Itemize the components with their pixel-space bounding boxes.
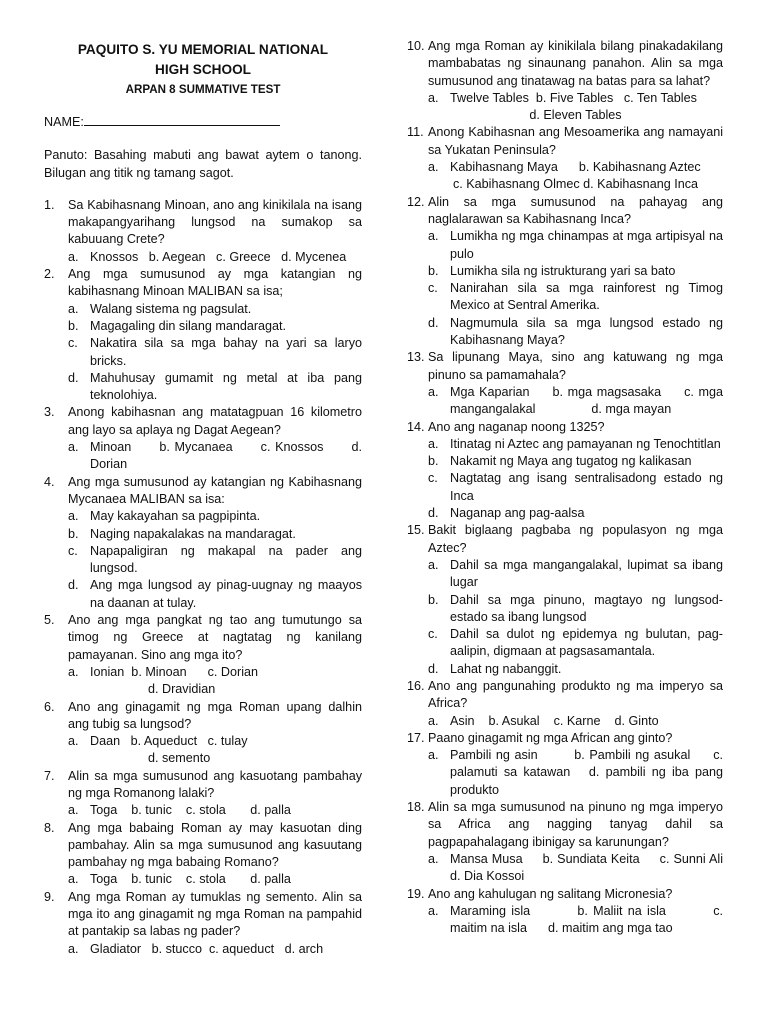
question-number: 3.	[44, 405, 55, 420]
option-d[interactable]: d. Lahat ng nabanggit.	[428, 661, 562, 676]
option-b[interactable]: b. Lumikha sila ng istrukturang yari sa bato	[428, 263, 676, 278]
option-line[interactable]: a. Toga b. tunic c. stola d. palla	[68, 803, 291, 818]
option-line[interactable]: a. Gladiator b. stucco c. aqueduct d. arch	[68, 941, 324, 956]
name-label: NAME:	[44, 115, 84, 129]
question-text: Ano ang kahulugan ng salitang Micronesia?	[428, 886, 673, 901]
option-line[interactable]: a. Twelve Tables b. Five Tables c. Ten Tables	[428, 90, 697, 105]
option-line[interactable]: a. Daan b. Aqueduct c. tulay	[68, 734, 248, 749]
option-line[interactable]: a. Toga b. tunic c. stola d. palla	[68, 872, 291, 887]
question-text: Ano ang pangunahing produkto ng ma imperyo sa Africa?	[428, 678, 723, 711]
question-2	[44, 266, 362, 404]
question-number: 11.	[407, 125, 424, 140]
question-number: 7.	[44, 768, 55, 783]
option-d[interactable]: d. Ang mga lungsod ay pinag-uugnay ng maayos na daanan at tulay.	[68, 578, 362, 610]
option-line[interactable]: a. Maraming isla b. Maliit na isla c. maitim na isla d. maitim ang mga tao	[428, 903, 727, 936]
question-15	[407, 522, 723, 678]
school-name-line2: HIGH SCHOOL	[155, 62, 251, 77]
name-blank-line[interactable]	[84, 113, 280, 126]
option-c[interactable]: c. Nakatira sila sa mga bahay na yari sa laryo bricks.	[68, 336, 362, 368]
option-line[interactable]: a. Mga Kaparian b. mga magsasaka c. mga mangangalakal d. mga mayan	[428, 384, 727, 417]
option-c[interactable]: c. Dahil sa dulot ng epidemya ng bulutan, pag-aalipin, digmaan at pagsasamantala.	[428, 627, 723, 659]
question-text: Ano ang naganap noong 1325?	[428, 419, 605, 434]
question-number: 19.	[407, 886, 425, 901]
question-16	[407, 678, 723, 730]
question-number: 12.	[407, 194, 425, 209]
option-a[interactable]: a. May kakayahan sa pagpipinta.	[68, 509, 261, 524]
question-10	[407, 38, 723, 124]
question-3	[44, 404, 366, 473]
question-text: Paano ginagamit ng mga African ang ginto?	[428, 730, 673, 745]
question-text: Alin sa mga sumusunod na pahayag ang naglalarawan sa Kabihasnang Inca?	[428, 194, 723, 226]
option-c[interactable]: c. Napapaligiran ng makapal na pader ang lungsod.	[68, 543, 362, 576]
option-line-2[interactable]: d. semento	[148, 751, 211, 766]
question-text: Alin sa mga sumusunod na pinuno ng mga imperyo sa Africa ang nagging tanyag dahil sa pagpapahalagang ibinigay sa karunungan?	[428, 800, 723, 849]
question-14	[407, 419, 723, 523]
option-a[interactable]: a. Walang sistema ng pagsulat.	[68, 301, 252, 316]
question-text: Ang mga babaing Roman ay may kasuotan ding pambahay. Alin sa mga sumusunod ang kasuutang pambahay ng mga babaing Romano?	[68, 820, 362, 870]
question-text: Sa Kabihasnang Minoan, ano ang kinikilala na isang makapangyarihang lungsod na sumakop sa kabuuang Crete?	[68, 197, 362, 247]
option-c[interactable]: c. Nagtatag ang isang sentralisadong estado ng Inca	[428, 471, 723, 503]
question-number: 14.	[407, 419, 425, 434]
question-list-left	[44, 197, 366, 958]
question-number: 5.	[44, 613, 55, 628]
question-19	[407, 886, 727, 938]
question-number: 10.	[407, 39, 425, 53]
option-b[interactable]: b. Dahil sa mga pinuno, magtayo ng lungsod-estado sa ibang lungsod	[428, 592, 723, 624]
option-line[interactable]: a. Ionian b. Minoan c. Dorian	[68, 664, 259, 679]
question-text: Ang mga sumusunod ay katangian ng Kabihasnang Mycanaea MALIBAN sa isa:	[68, 474, 362, 506]
question-text: Anong Kabihasnan ang Mesoamerika ang namayani sa Yukatan Peninsula?	[428, 125, 723, 157]
option-d[interactable]: d. Nagmumula sila sa mga lungsod estado ng Kabihasnang Maya?	[428, 315, 723, 348]
question-text: Sa lipunang Maya, sino ang katuwang ng mga pinuno sa pamamahala?	[428, 350, 723, 382]
option-line[interactable]: a. Knossos b. Aegean c. Greece d. Mycenea	[68, 249, 347, 264]
question-number: 1.	[44, 197, 55, 212]
option-line-2[interactable]: c. Kabihasnang Olmec d. Kabihasnang Inca	[452, 177, 699, 192]
option-line[interactable]: a. Minoan b. Mycanaea c. Knossos d. Dorian	[68, 440, 366, 472]
question-18	[407, 799, 741, 885]
question-text: Alin sa mga sumusunod ang kasuotang pambahay ng mga Romanong lalaki?	[68, 768, 362, 800]
option-line[interactable]: a. Pambili ng asin b. Pambili ng asukal c. palamuti sa katawan d. pambili ng iba pang produkto	[428, 748, 727, 797]
question-17	[407, 730, 727, 799]
question-6	[44, 699, 362, 768]
option-b[interactable]: b. Magagaling din silang mandaragat.	[68, 318, 287, 333]
question-number: 2.	[44, 267, 55, 282]
school-name-line1: PAQUITO S. YU MEMORIAL NATIONAL	[77, 42, 329, 57]
option-line[interactable]: a. Kabihasnang Maya b. Kabihasnang Aztec	[428, 160, 701, 175]
question-number: 15.	[407, 523, 425, 538]
question-11	[407, 124, 723, 193]
test-title: ARPAN 8 SUMMATIVE TEST	[125, 83, 281, 96]
left-column	[44, 0, 366, 958]
option-b[interactable]: b. Nakamit ng Maya ang tugatog ng kalikasan	[428, 454, 692, 469]
question-text: Ano ang ginagamit ng mga Roman upang dalhin ang tubig sa lungsod?	[68, 699, 362, 731]
question-number: 13.	[407, 350, 425, 365]
question-number: 17.	[407, 730, 425, 745]
option-d[interactable]: d. Naganap ang pag-aalsa	[428, 506, 585, 521]
question-7	[44, 768, 362, 820]
question-number: 16.	[407, 678, 425, 693]
directions: Panuto: Basahing mabuti ang bawat aytem o tanong. Bilugan ang titik ng tamang sagot.	[44, 148, 362, 180]
question-text: Bakit biglaang pagbaba ng populasyon ng mga Aztec?	[428, 523, 723, 555]
question-number: 6.	[44, 699, 55, 714]
name-field[interactable]	[44, 113, 362, 131]
question-number: 4.	[44, 474, 55, 489]
question-number: 9.	[44, 889, 55, 904]
option-a[interactable]: a. Itinatag ni Aztec ang pamayanan ng Tenochtitlan	[428, 436, 721, 451]
question-text: Ang mga Roman ay tumuklas ng semento. Alin sa mga ito ang ginagamit ng mga Roman na pampahid at pantakip sa labas ng pader?	[68, 889, 362, 939]
question-9	[44, 889, 362, 958]
question-8	[44, 820, 362, 889]
question-12	[407, 194, 723, 350]
option-line-2[interactable]: d. Dravidian	[148, 682, 216, 697]
option-a[interactable]: a. Dahil sa mga mangangalakal, lupimat sa ibang lugar	[428, 557, 723, 590]
question-text: Anong kabihasnan ang matatagpuan 16 kilometro ang layo sa aplaya ng Dagat Aegean?	[68, 405, 362, 437]
question-1	[44, 197, 362, 266]
right-column	[407, 0, 741, 937]
option-b[interactable]: b. Naging napakalakas na mandaragat.	[68, 526, 296, 541]
question-list-right	[407, 38, 741, 937]
option-line[interactable]: a. Asin b. Asukal c. Karne d. Ginto	[428, 713, 659, 728]
question-text: Ano ang mga pangkat ng tao ang tumutungo sa timog ng Greece at nagtatag ng kanilang pamayanan. Sino ang mga ito?	[68, 613, 362, 662]
option-line-2[interactable]: d. Eleven Tables	[529, 108, 622, 123]
option-d[interactable]: d. Mahuhusay gumamit ng metal at iba pang teknolohiya.	[68, 370, 362, 403]
question-13	[407, 349, 727, 418]
question-text: Ang mga sumusunod ay mga katangian ng kabihasnang Minoan MALIBAN sa isa;	[68, 267, 362, 299]
question-5	[44, 612, 362, 698]
school-name	[44, 40, 362, 80]
question-number: 8.	[44, 820, 55, 835]
option-line[interactable]: a. Mansa Musa b. Sundiata Keita c. Sunni Ali d. Dia Kossoi	[428, 851, 741, 884]
question-number: 18.	[407, 800, 425, 815]
option-a[interactable]: a. Lumikha ng mga chinampas at mga artipisyal na pulo	[428, 229, 723, 261]
question-text: Ang mga Roman ay kinikilala bilang pinakadakilang mambabatas ng sinaunang panahon. Alin sa mga sumusunod ang tinatawag na batas para sa lahat?	[428, 39, 723, 88]
option-c[interactable]: c. Nanirahan sila sa mga rainforest ng Timog Mexico at Sentral Amerika.	[428, 281, 723, 313]
question-4	[44, 474, 362, 612]
